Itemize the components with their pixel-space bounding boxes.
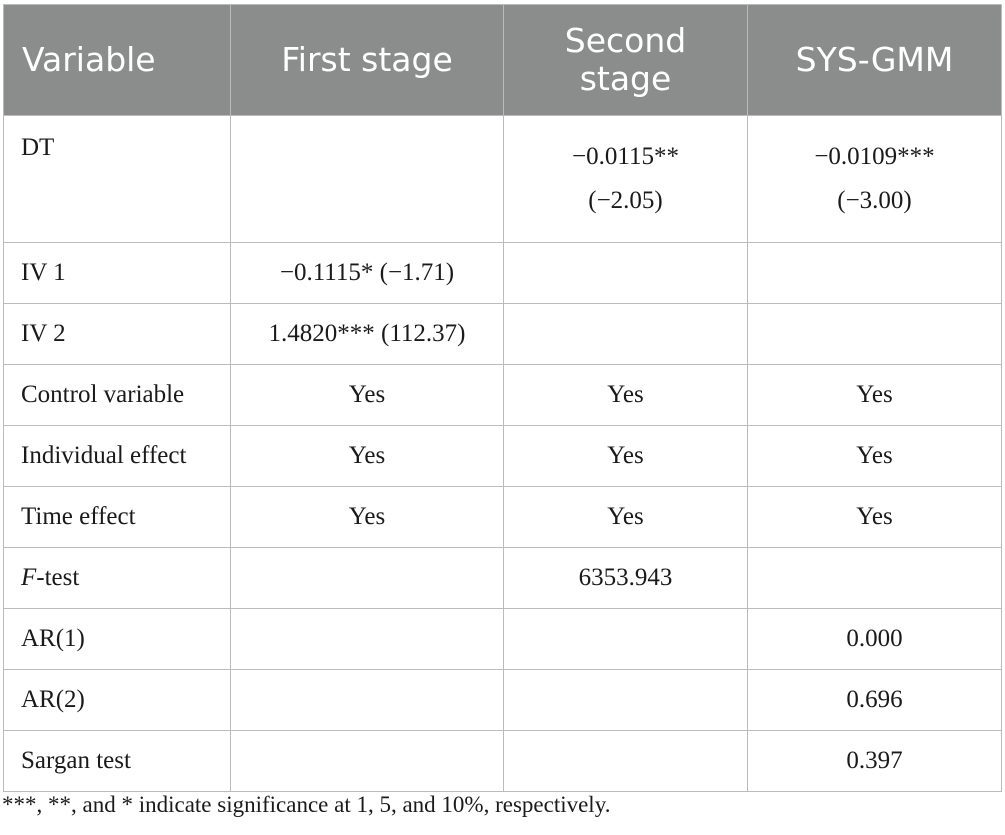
table-cell: Yes: [231, 426, 504, 487]
t-statistic: (−3.00): [837, 187, 912, 214]
header-row: [4, 5, 1002, 116]
table-cell: [748, 116, 1002, 243]
table-row: [4, 487, 1002, 548]
header-first-stage: First stage: [231, 5, 504, 116]
row-label: Individual effect: [4, 426, 231, 487]
table-header: [4, 5, 1002, 116]
table-cell: 0.397: [748, 731, 1002, 792]
table-cell: 0.000: [748, 609, 1002, 670]
row-label: IV 2: [4, 304, 231, 365]
table-cell: [748, 243, 1002, 304]
table-cell: Yes: [748, 426, 1002, 487]
table-footnote: ***, **, and * indicate significance at 1, 5, and 10%, respectively.: [2, 792, 611, 817]
table-cell: Yes: [504, 365, 748, 426]
t-statistic: (−2.05): [588, 187, 663, 214]
f-italic-letter: F: [21, 564, 37, 591]
table-cell: [231, 731, 504, 792]
table-row: [4, 365, 1002, 426]
table-row: [4, 116, 1002, 243]
table-cell: [504, 304, 748, 365]
table-cell: Yes: [504, 426, 748, 487]
table-cell: Yes: [504, 487, 748, 548]
table-cell: [231, 116, 504, 243]
table-cell: [748, 304, 1002, 365]
table-cell: [504, 670, 748, 731]
table-body: [4, 116, 1002, 792]
row-label: Sargan test: [4, 731, 231, 792]
row-label: Time effect: [4, 487, 231, 548]
row-label-suffix: -test: [36, 564, 80, 591]
table-cell: −0.1115* (−1.71): [231, 243, 504, 304]
coefficient-value: −0.0109***: [814, 143, 935, 170]
table-cell: [504, 243, 748, 304]
table-cell: [504, 609, 748, 670]
row-label: [4, 548, 231, 609]
header-sys-gmm: SYS-GMM: [748, 5, 1002, 116]
table-cell: Yes: [748, 365, 1002, 426]
table-row: [4, 670, 1002, 731]
table-row: [4, 304, 1002, 365]
table-row: [4, 548, 1002, 609]
table-row: [4, 609, 1002, 670]
table-row: [4, 243, 1002, 304]
header-variable: Variable: [4, 5, 231, 116]
table-cell: [231, 548, 504, 609]
table-cell: Yes: [748, 487, 1002, 548]
table-row: [4, 731, 1002, 792]
table-cell: 6353.943: [504, 548, 748, 609]
table-cell: [231, 670, 504, 731]
table-cell: 0.696: [748, 670, 1002, 731]
table-cell: 1.4820*** (112.37): [231, 304, 504, 365]
row-label: AR(2): [4, 670, 231, 731]
row-label: AR(1): [4, 609, 231, 670]
table-cell: [231, 609, 504, 670]
table-cell: [504, 731, 748, 792]
row-label: Control variable: [4, 365, 231, 426]
table-cell: Yes: [231, 487, 504, 548]
table-cell: Yes: [231, 365, 504, 426]
coefficient-value: −0.0115**: [572, 143, 679, 170]
table-cell: [504, 116, 748, 243]
table-row: [4, 426, 1002, 487]
results-table: [3, 4, 1002, 792]
row-label: IV 1: [4, 243, 231, 304]
header-second-stage: Second stage: [504, 5, 748, 116]
row-label: DT: [4, 116, 231, 243]
table-cell: [748, 548, 1002, 609]
